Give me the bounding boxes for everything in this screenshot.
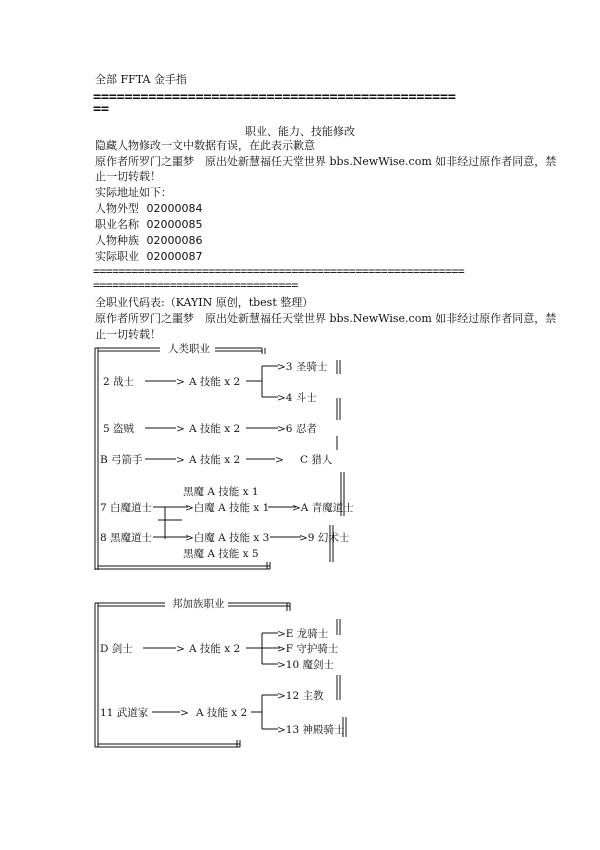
- address-row: [95, 218, 203, 232]
- black-magic-requirement-top: 黑魔 A 技能 x 1: [183, 486, 259, 498]
- arrow-head: >: [275, 454, 284, 466]
- arrow-head: >: [176, 454, 185, 466]
- document-title: 全部 FFTA 金手指: [95, 73, 187, 86]
- frame-top-left: [95, 603, 165, 606]
- requirement: A 技能 x 2: [189, 376, 241, 388]
- thin-divider-line: ==========================================================: [93, 265, 465, 278]
- job-c-hunter: C 猎人: [300, 454, 333, 466]
- requirement: A 技能 x 2: [196, 707, 248, 719]
- requirement: >白魔 A 技能 x 1: [185, 502, 270, 514]
- credit-line-1: 原作者所罗门之噩梦 原出处新慧福任天堂世界 bbs.NewWise.com 如非经过原作者同意，禁: [95, 312, 557, 325]
- job-7-white-mage: 7 白魔道士: [100, 502, 153, 514]
- job-10-magic-knight: >10 魔剑士: [277, 659, 334, 671]
- section-heading: 职业、能力、技能修改: [245, 125, 355, 138]
- right-border: [337, 398, 340, 420]
- arrow-head: >: [176, 423, 185, 435]
- address-row: [95, 234, 203, 248]
- frame-top-right: [228, 603, 290, 606]
- frame-right: [262, 348, 265, 354]
- right-border: [337, 360, 340, 374]
- address-row: [95, 250, 203, 264]
- job-e-dragoon: >E 龙骑士: [277, 628, 329, 640]
- requirement: >白魔 A 技能 x 3: [185, 532, 270, 544]
- job-d-swordsman: D 剑士: [100, 643, 133, 655]
- address-label: 职业名称: [95, 218, 139, 231]
- requirement: A 技能 x 2: [189, 454, 241, 466]
- thin-divider-line-tail: ================================: [93, 279, 298, 292]
- job-8-black-mage: 8 黑魔道士: [100, 532, 153, 544]
- arrow-head: >: [180, 707, 189, 719]
- frame-bottom: [95, 744, 240, 747]
- human-section-title: 人类职业: [168, 343, 210, 355]
- job-4-fighter: >4 斗士: [277, 392, 317, 404]
- intro-line-1: 隐藏人物修改一文中数据有误，在此表示歉意: [95, 139, 315, 152]
- job-5-thief: 5 盗贼: [103, 423, 135, 435]
- address-label: 人物外型: [95, 202, 139, 215]
- frame-top-right-drop: [287, 603, 290, 611]
- right-border: [337, 619, 340, 635]
- job-12-bishop: >12 主教: [277, 690, 324, 702]
- thick-divider-line-tail: ==: [93, 101, 109, 117]
- job-a-blue-mage: >A 青魔道士: [292, 502, 354, 514]
- job-3-paladin: >3 圣骑士: [277, 361, 328, 373]
- frame-top-right: [215, 348, 262, 351]
- address-value: 02000087: [146, 250, 203, 263]
- frame-top-left: [95, 348, 160, 351]
- bangaa-job-diagram: [0, 595, 600, 755]
- address-value: 02000086: [146, 234, 203, 247]
- address-value: 02000085: [146, 218, 203, 231]
- arrow-head: >: [176, 376, 185, 388]
- arrow-head: >: [176, 643, 185, 655]
- thick-divider-line: ==============================================: [93, 89, 456, 105]
- requirement: A 技能 x 2: [189, 643, 241, 655]
- black-magic-requirement-bottom: 黑魔 A 技能 x 5: [183, 548, 259, 560]
- job-6-ninja: >6 忍者: [277, 423, 317, 435]
- job-13-templar: >13 神殿骑士: [277, 724, 345, 736]
- intro-line-2: 原作者所罗门之噩梦 原出处新慧福任天堂世界 bbs.NewWise.com 如非经过原作者同意，禁: [95, 155, 557, 168]
- job-b-archer: B 弓箭手: [100, 454, 143, 466]
- requirement: A 技能 x 2: [189, 423, 241, 435]
- address-row: [95, 202, 203, 216]
- right-border: [337, 675, 340, 700]
- job-11-monk: 11 武道家: [100, 707, 149, 719]
- frame-left: [95, 348, 98, 570]
- intro-line-4: 实际地址如下：: [95, 186, 172, 199]
- frame-bottom: [95, 566, 270, 569]
- job-9-illusionist: >9 幻术士: [299, 532, 350, 544]
- human-job-diagram: [0, 340, 600, 570]
- bangaa-section-title: 邦加族职业: [172, 598, 225, 610]
- job-f-defender: >F 守护骑士: [277, 643, 339, 655]
- credit-line-2: 止一切转载！: [95, 328, 161, 341]
- job-2-warrior: 2 战士: [103, 376, 135, 388]
- address-value: 02000084: [146, 202, 203, 215]
- frame-left: [95, 603, 98, 747]
- job-code-table-title: 全职业代码表:（KAYIN 原创，tbest 整理）: [95, 296, 314, 309]
- intro-line-3: 止一切转载！: [95, 170, 161, 183]
- address-label: 人物种族: [95, 234, 139, 247]
- address-label: 实际职业: [95, 250, 139, 263]
